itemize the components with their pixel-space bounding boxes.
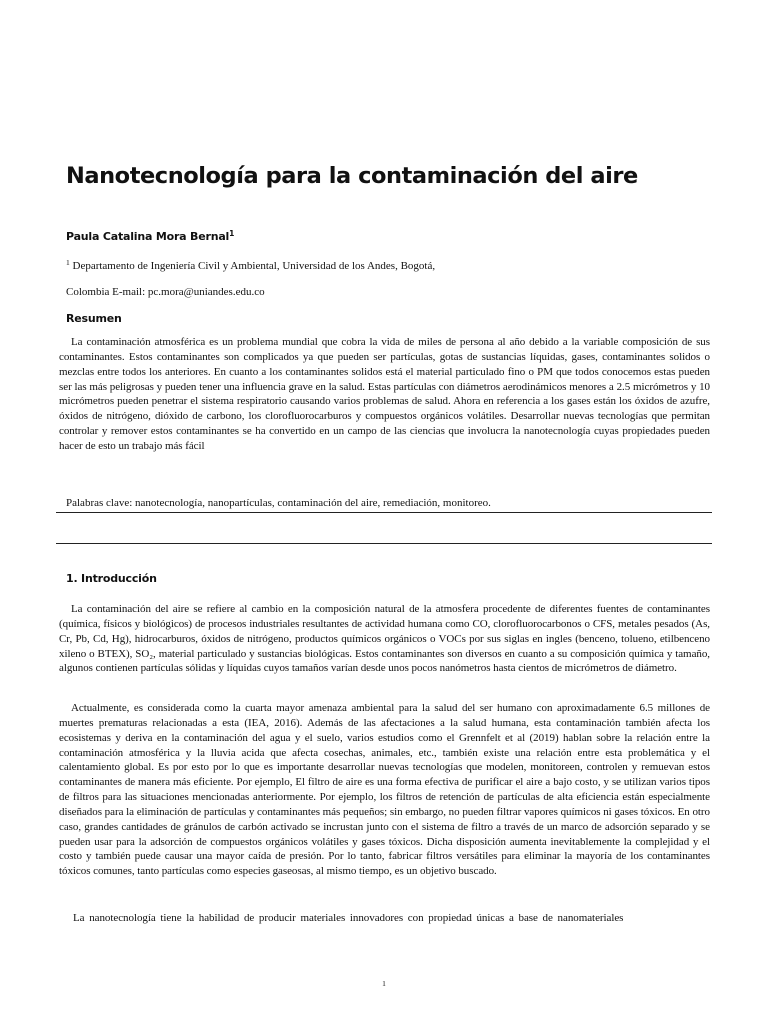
keywords-line: Palabras clave: nanotecnología, nanopartículas, contaminación del aire, remediación, monitoreo. (66, 497, 491, 509)
section-heading-introduction: 1. Introducción (66, 572, 157, 585)
abstract-text: La contaminación atmosférica es un problema mundial que cobra la vida de miles de persona al año debido a la variable composición de sus contaminantes. Estos contaminantes son complicados ya que pueden ser partículas, gotas de sustancias líquidas, gases, contaminantes solidos o mezclas entre todos los anteriores. En cuanto a los contaminantes solidos está el material particulado fino o PM que todos conocemos estas pueden ser las más peligrosas y pueden tener una influencia grave en la salud. Estas partículas con diámetros aerodinámicos menores a 2.5 micrómetros y 10 micrómetros pueden penetrar el sistema respiratorio causando varios problemas de salud. Ahora en referencia a los gases están los óxidos de azufre, óxidos de nitrógeno, dióxido de carbono, los clorofluorocarburos y compuestos orgánicos volátiles. Desarrollar nuevas tecnologías que permitan controlar y remover estos contaminantes se ha convertido en un campo de las ciencias que involucra la nanotecnología cuyas propiedades pueden hacer de esto un trabajo más fácil (59, 336, 710, 452)
affiliation-marker: 1 (66, 258, 70, 267)
body-paragraph: La nanotecnología tiene la habilidad de producir materiales innovadores con propiedad únicas a base de nanomateriales (73, 912, 624, 924)
body-paragraph: La contaminación del aire se refiere al cambio en la composición natural de la atmosfera procedente de diferentes fuentes de contaminantes (química, físicos y biológicos) de procesos industriales resultantes de actividad humana como CO, clorofluorocarbonos o CFS, metales pesados (As, Cr, Pb, Cd, Hg), hidrocarburos, óxidos de nitrógeno, productos químicos orgánicos o VOCs por sus siglas en ingles (benceno, tolueno, etilbenceno xileno o BTEX), SO₂, material particulado y sustancias biológicas. Estos contaminantes son diversos en cuanto a su composición química y tamaño, algunos contienen partículas sólidas y líquidas cuyos tamaños varían desde unos pocos nanómetros hasta cientos de micrómetros de diámetro. (59, 603, 710, 675)
affiliation-text: Departamento de Ingeniería Civil y Ambiental, Universidad de los Andes, Bogotá, (69, 260, 436, 272)
affiliation-email-line: Colombia E-mail: pc.mora@uniandes.edu.co (66, 286, 265, 298)
author-line (66, 230, 234, 244)
abstract-heading: Resumen (66, 312, 122, 325)
section-divider (56, 543, 712, 544)
page-number: 1 (382, 979, 386, 988)
author-affiliation-marker: 1 (229, 229, 235, 238)
author-name: Paula Catalina Mora Bernal (66, 230, 230, 243)
body-paragraph: Actualmente, es considerada como la cuarta mayor amenaza ambiental para la salud del ser humano con aproximadamente 6.5 millones de muertes prematuras relacionadas a esta (IEA, 2016). Además de las afectaciones a la salud humana, esta contaminación también afecta los ecosistemas y deriva en la contaminación del agua y el suelo, varios estudios como el Grennfelt et al (2019) hablan sobre la relación entre la contaminación atmosférica y la lluvia acida que afecta cosechas, animales, etc., también existe una relación entre esta problemática y el calentamiento global. Es por esto por lo que es importante desarrollar nuevas tecnologías que modelen, monitoreen, controlen y remuevan estos contaminantes de manera más eficiente. Por ejemplo, El filtro de aire es una forma efectiva de purificar el aire a bajo costo, y se utilizan varios tipos de filtros para las situaciones mencionadas anteriormente. Por ejemplo, los filtros de retención de partículas de alta eficiencia están especialmente diseñados para la eliminación de partículas y contaminantes más pequeños; sin embargo, no pueden filtrar vapores químicos ni gases tóxicos. En otro caso, grandes cantidades de gránulos de carbón activado se incrustan junto con el sistema de filtro a través de un marco de adsorción separado y se pueden usar para la adsorción de compuestos orgánicos volátiles y gases tóxicos. Dicha disposición aumenta inevitablemente la complejidad y el costo y también puede causar una mayor caída de presión. Por lo tanto, fabricar filtros versátiles para eliminar la mayoría de los contaminantes tóxicos comunes, tanto partículas como especies gaseosas, al mismo tiempo, es un objetivo buscado. (59, 702, 710, 878)
paper-title: Nanotecnología para la contaminación del aire (66, 163, 638, 189)
affiliation-line (66, 259, 435, 273)
